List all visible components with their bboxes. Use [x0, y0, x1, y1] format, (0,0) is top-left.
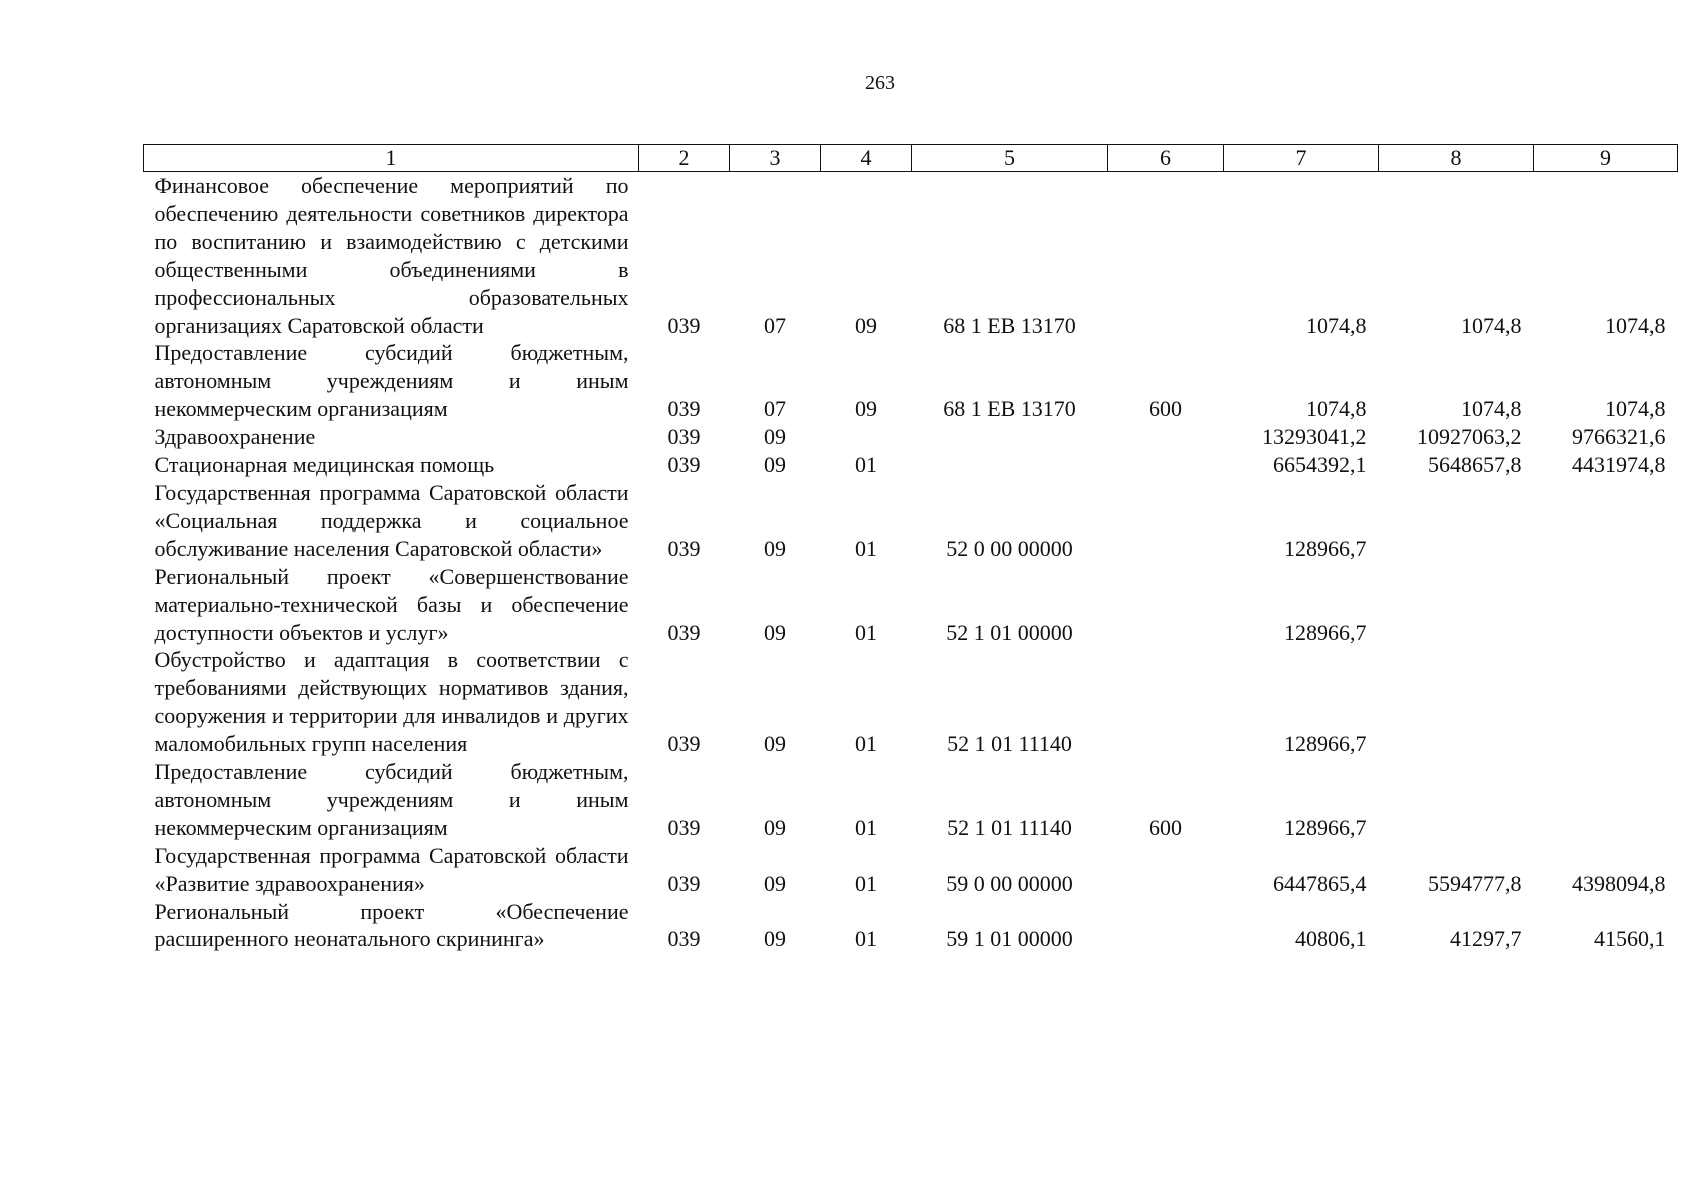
- target-article-code: 52 1 01 11140: [947, 731, 1072, 757]
- table-row: [144, 479, 1678, 563]
- amount-col7: 128966,7: [1284, 814, 1367, 840]
- amount-col9: [1534, 758, 1678, 842]
- amount-col7: 128966,7: [1284, 731, 1367, 757]
- section-code: 09: [764, 535, 786, 561]
- table-row: [144, 898, 1678, 954]
- subsection-code: 01: [855, 619, 877, 645]
- amount-col9: 4431974,8: [1572, 452, 1666, 478]
- section-code: 09: [764, 870, 786, 896]
- subsection-code: 01: [855, 814, 877, 840]
- item-name: Здравоохранение: [154, 424, 316, 450]
- ministry-code: 039: [667, 396, 701, 422]
- table-row: [144, 423, 1678, 451]
- amount-col7: 128966,7: [1284, 535, 1367, 561]
- section-code: 09: [764, 731, 786, 757]
- ministry-code: 039: [667, 814, 701, 840]
- amount-col7: 13293041,2: [1262, 424, 1367, 450]
- section-code: 07: [764, 396, 786, 422]
- subsection-code: 01: [855, 452, 877, 478]
- subsection-code: 09: [855, 396, 877, 422]
- target-article-code: [912, 423, 1108, 451]
- ministry-code: 039: [667, 535, 701, 561]
- amount-col7: 128966,7: [1284, 619, 1367, 645]
- item-name: Государственная программа Саратовской области «Социальная поддержка и социальное обслуживание населения Саратовской области»: [154, 479, 629, 561]
- amount-col9: [1534, 563, 1678, 647]
- amount-col8: [1379, 479, 1534, 563]
- table-row: [144, 646, 1678, 758]
- subsection-code: 09: [855, 312, 877, 338]
- table-row: [144, 339, 1678, 423]
- expense-type-code: [1108, 172, 1224, 340]
- item-name: Стационарная медицинская помощь: [154, 452, 495, 478]
- column-header: 9: [1534, 145, 1678, 172]
- expense-type-code: [1108, 563, 1224, 647]
- expense-type-code: [1108, 842, 1224, 898]
- subsection-code: 01: [855, 535, 877, 561]
- column-header: 6: [1108, 145, 1224, 172]
- item-name: Предоставление субсидий бюджетным, автономным учреждениям и иным некоммерческим организациям: [154, 759, 629, 840]
- amount-col8: [1379, 646, 1534, 758]
- target-article-code: 52 1 01 00000: [946, 619, 1073, 645]
- expense-type-code: [1108, 898, 1224, 954]
- section-code: 09: [764, 926, 786, 952]
- amount-col7: 1074,8: [1306, 312, 1367, 338]
- section-code: 09: [764, 619, 786, 645]
- target-article-code: [912, 451, 1108, 479]
- amount-col9: 4398094,8: [1572, 870, 1666, 896]
- target-article-code: 59 0 00 00000: [946, 870, 1073, 896]
- target-article-code: 68 1 EB 13170: [943, 396, 1076, 422]
- target-article-code: 59 1 01 00000: [946, 926, 1073, 952]
- amount-col7: 6654392,1: [1273, 452, 1367, 478]
- ministry-code: 039: [667, 731, 701, 757]
- expense-type-code: [1108, 479, 1224, 563]
- amount-col8: [1379, 758, 1534, 842]
- amount-col7: 1074,8: [1306, 396, 1367, 422]
- column-number-row: [144, 145, 1678, 172]
- amount-col8: 10927063,2: [1417, 424, 1522, 450]
- table-row: [144, 758, 1678, 842]
- amount-col9: [1534, 479, 1678, 563]
- target-article-code: 52 1 01 11140: [947, 814, 1072, 840]
- table-row: [144, 842, 1678, 898]
- subsection-code: 01: [855, 870, 877, 896]
- amount-col7: 40806,1: [1295, 926, 1367, 952]
- ministry-code: 039: [667, 926, 701, 952]
- item-name: Региональный проект «Обеспечение расширенного неонатального скрининга»: [154, 898, 629, 952]
- table-row: [144, 563, 1678, 647]
- column-header: 5: [912, 145, 1108, 172]
- page-number: 263: [865, 72, 895, 94]
- section-code: 09: [764, 452, 786, 478]
- amount-col9: 1074,8: [1605, 312, 1666, 338]
- subsection-code: [821, 423, 912, 451]
- ministry-code: 039: [667, 452, 701, 478]
- target-article-code: 52 0 00 00000: [946, 535, 1073, 561]
- amount-col9: 41560,1: [1594, 926, 1666, 952]
- amount-col9: [1534, 646, 1678, 758]
- budget-table: [143, 144, 1678, 953]
- column-header: 4: [821, 145, 912, 172]
- column-header: 3: [730, 145, 821, 172]
- column-header: 1: [144, 145, 639, 172]
- expense-type-code: [1108, 646, 1224, 758]
- expense-type-code: [1108, 423, 1224, 451]
- column-header: 8: [1379, 145, 1534, 172]
- item-name: Государственная программа Саратовской области «Развитие здравоохранения»: [154, 842, 629, 896]
- amount-col8: 1074,8: [1461, 312, 1522, 338]
- ministry-code: 039: [667, 619, 701, 645]
- amount-col8: 5594777,8: [1428, 870, 1522, 896]
- amount-col8: 5648657,8: [1428, 452, 1522, 478]
- amount-col8: 41297,7: [1450, 926, 1522, 952]
- ministry-code: 039: [667, 424, 701, 450]
- column-header: 2: [639, 145, 730, 172]
- target-article-code: 68 1 EB 13170: [943, 312, 1076, 338]
- ministry-code: 039: [667, 312, 701, 338]
- table-row: [144, 451, 1678, 479]
- section-code: 09: [764, 424, 786, 450]
- item-name: Региональный проект «Совершенствование материально-технической базы и обеспечение доступности объектов и услуг»: [154, 563, 629, 645]
- expense-type-code: 600: [1149, 396, 1182, 422]
- subsection-code: 01: [855, 731, 877, 757]
- expense-type-code: [1108, 451, 1224, 479]
- section-code: 07: [764, 312, 786, 338]
- amount-col9: 9766321,6: [1572, 424, 1666, 450]
- item-name: Предоставление субсидий бюджетным, автономным учреждениям и иным некоммерческим организациям: [154, 340, 629, 422]
- item-name: Финансовое обеспечение мероприятий по обеспечению деятельности советников директора по воспитанию и взаимодействию с детскими общественными объединениями в профессиональных образовательных организациях Саратовской области: [154, 173, 629, 338]
- column-header: 7: [1224, 145, 1379, 172]
- subsection-code: 01: [855, 926, 877, 952]
- expense-type-code: 600: [1149, 814, 1182, 840]
- ministry-code: 039: [667, 870, 701, 896]
- section-code: 09: [764, 814, 786, 840]
- amount-col7: 6447865,4: [1273, 870, 1367, 896]
- amount-col9: 1074,8: [1605, 396, 1666, 422]
- item-name: Обустройство и адаптация в соответствии с требованиями действующих нормативов здания, сооружения и территории для инвалидов и других маломобильных групп населения: [154, 647, 629, 757]
- amount-col8: 1074,8: [1461, 396, 1522, 422]
- amount-col8: [1379, 563, 1534, 647]
- table-row: [144, 172, 1678, 340]
